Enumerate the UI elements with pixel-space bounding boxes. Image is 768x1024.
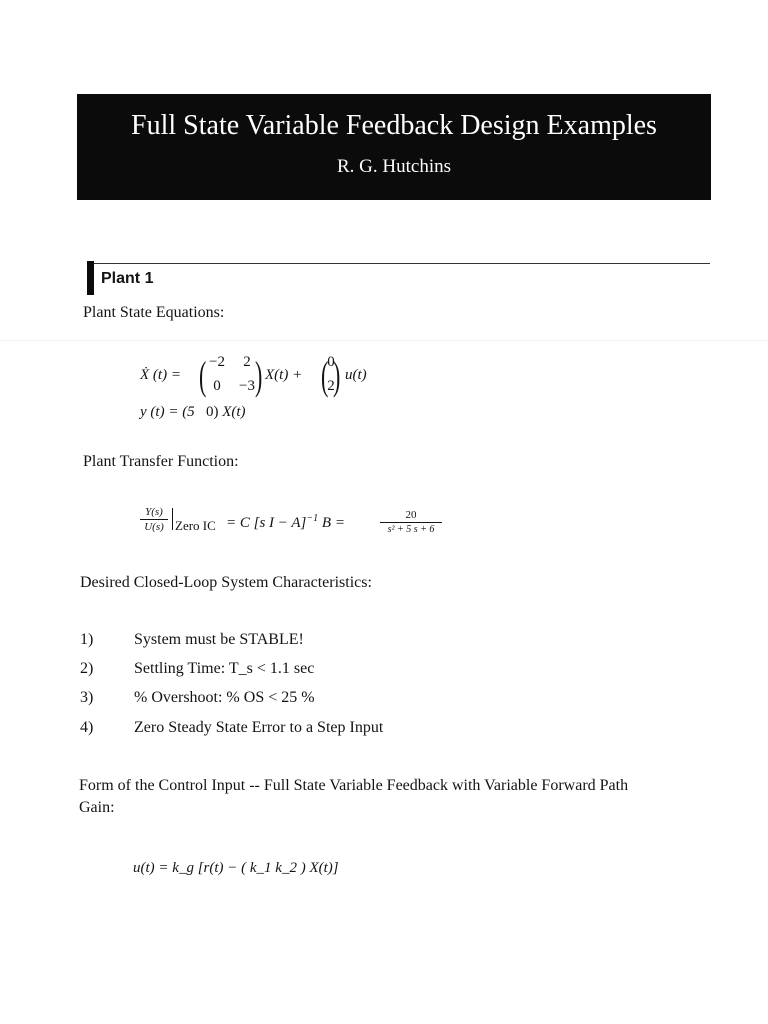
section-title: Plant 1: [101, 270, 154, 287]
list-item-number: 1): [80, 631, 94, 648]
tf-fraction-bar: [380, 522, 442, 523]
list-item-number: 2): [80, 660, 94, 677]
x-term: X(t) +: [265, 367, 303, 383]
csi-a-term: = C [s I − A]$^{-1}$ B =: [226, 513, 345, 531]
matrix-b-left-paren: (: [320, 353, 329, 398]
document-author: R. G. Hutchins: [337, 156, 451, 177]
scan-artifact-line: [0, 340, 768, 341]
tf-numerator: 20: [405, 509, 417, 521]
fraction-bar: [140, 519, 168, 520]
list-item-text: System must be STABLE!: [134, 631, 304, 648]
tf-denominator: s² + 5 s + 6: [387, 524, 435, 535]
xdot-lhs: Ẋ (t) =: [140, 367, 181, 383]
section-rule: [88, 263, 710, 264]
y-lhs: y (t) = (5: [140, 404, 195, 420]
u-term: u(t): [345, 367, 367, 383]
matrix-a-right-paren: ): [254, 353, 263, 398]
inverse-exponent: −1: [306, 513, 319, 524]
matrix-a-21: 0: [213, 378, 221, 394]
y-rhs: X(t): [222, 404, 246, 420]
matrix-b-2: 2: [327, 378, 335, 394]
control-input-heading: Form of the Control Input -- Full State Variable Feedback with Variable Forward Path: [79, 777, 629, 794]
state-equations-heading: Plant State Equations:: [83, 304, 225, 321]
title-banner: [77, 94, 711, 200]
list-item-number: 3): [80, 689, 94, 706]
matrix-a-11: −2: [209, 354, 225, 370]
evaluation-bar: [172, 508, 173, 530]
matrix-a-left-paren: (: [198, 353, 207, 398]
list-item-text: % Overshoot: % OS < 25 %: [134, 689, 315, 706]
transfer-function-heading: Plant Transfer Function:: [83, 453, 239, 470]
transfer-function-fraction: [380, 509, 442, 536]
matrix-b-1: 0: [327, 354, 335, 370]
list-item-text: Settling Time: T_s < 1.1 sec: [134, 660, 315, 677]
b-term: B =: [321, 515, 345, 531]
document-title: Full State Variable Feedback Design Examples: [131, 110, 657, 141]
output-equation: [140, 404, 246, 421]
y-of-s: Y(s): [145, 506, 163, 518]
characteristics-heading: Desired Closed-Loop System Characteristics:: [80, 574, 372, 591]
matrix-a-12: 2: [243, 354, 251, 370]
control-input-heading-cont: Gain:: [79, 799, 115, 816]
u-of-s: U(s): [144, 521, 164, 533]
list-item-number: 4): [80, 719, 94, 736]
list-item-text: Zero Steady State Error to a Step Input: [134, 719, 384, 736]
matrix-a-22: −3: [239, 378, 255, 394]
zero-ic-subscript: Zero IC: [175, 518, 216, 533]
section-marker: [87, 261, 94, 295]
control-law-equation: u(t) = k_g [r(t) − ( k_1 k_2 ) X(t)]: [133, 860, 339, 876]
y-c2: 0): [205, 404, 219, 420]
matrix-b-right-paren: ): [332, 353, 341, 398]
y-over-u-fraction: [140, 506, 168, 533]
